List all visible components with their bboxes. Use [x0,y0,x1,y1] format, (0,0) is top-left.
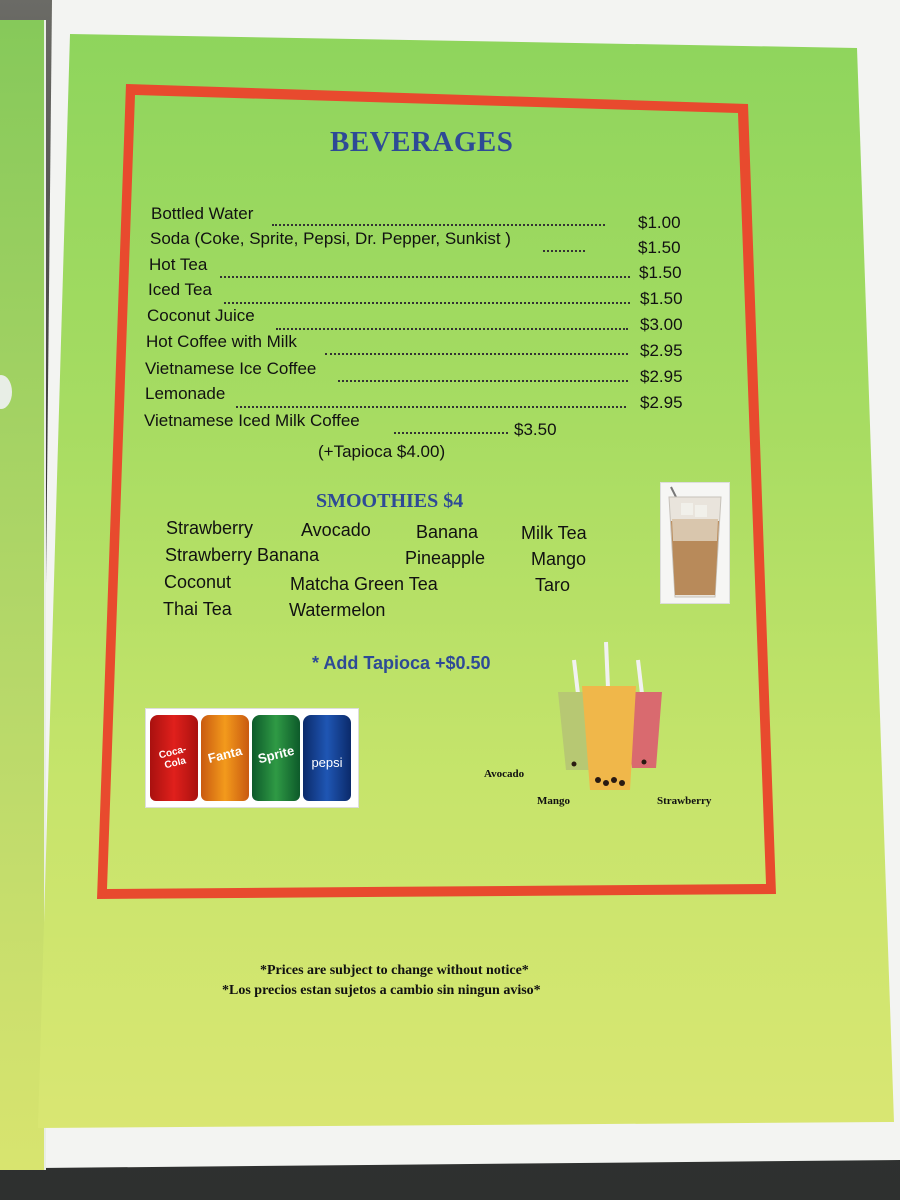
strawberry-caption: Strawberry [657,795,712,807]
leader-dots [272,224,605,226]
beverage-name: Coconut Juice [147,306,255,325]
beverage-price: $2.95 [640,367,683,386]
footer-spanish: *Los precios estan sujetos a cambio sin ningun aviso* [222,983,541,998]
smoothie-flavor: Watermelon [289,600,386,620]
beverage-name: Bottled Water [151,204,254,223]
leader-dots [236,406,626,408]
smoothie-flavor: Pineapple [405,548,486,568]
smoothie-flavor: Banana [416,522,479,542]
sprite-can: Sprite [252,715,300,801]
smoothie-flavor: Coconut [164,572,232,592]
leader-dots [276,328,628,330]
tapioca-note: (+Tapioca $4.00) [318,442,446,461]
beverage-price: $2.95 [640,341,683,360]
smoothie-flavor: Strawberry [166,518,254,538]
smoothie-flavor: Matcha Green Tea [290,574,438,594]
soda-cans-photo [145,708,359,808]
beverage-name: Vietnamese Iced Milk Coffee [144,411,360,430]
beverages-title: BEVERAGES [330,126,514,158]
previous-menu-page [0,20,46,1170]
beverage-price: $2.95 [640,393,683,412]
beverage-name: Lemonade [145,384,226,403]
pepsi-can: pepsi [303,715,351,801]
smoothie-flavor: Mango [531,549,587,569]
beverage-price: $1.50 [639,263,682,282]
avocado-caption: Avocado [484,768,525,780]
mango-caption: Mango [537,795,570,807]
leader-dots [338,380,628,382]
beverage-name: Hot Coffee with Milk [146,332,297,351]
leader-dots [220,276,630,278]
iced-coffee-photo [660,482,730,604]
leader-dots [394,432,508,434]
beverage-name: Iced Tea [148,280,212,299]
smoothie-flavor: Thai Tea [163,599,232,619]
beverage-price: $3.50 [514,420,557,439]
beverage-price: $3.00 [640,315,683,334]
beverage-name: Hot Tea [149,255,208,274]
leader-dots [325,353,628,355]
coke-can: Coca-Cola [150,715,198,801]
smoothie-flavor: Taro [535,575,571,595]
beverage-price: $1.00 [638,213,681,232]
binder-hole [0,375,12,409]
smoothie-flavor: Strawberry Banana [165,545,320,565]
leader-dots [543,250,585,252]
smoothies-title: SMOOTHIES $4 [316,490,464,512]
smoothie-flavor: Milk Tea [521,523,587,543]
leader-dots [224,302,630,304]
add-tapioca-note: * Add Tapioca +$0.50 [312,653,491,673]
fanta-can: Fanta [201,715,249,801]
beverage-price: $1.50 [640,289,683,308]
smoothie-cups-photo [554,640,664,800]
beverage-price: $1.50 [638,238,681,257]
footer-english: *Prices are subject to change without notice* [260,963,529,978]
smoothie-flavor: Avocado [301,520,371,540]
beverage-name: Soda (Coke, Sprite, Pepsi, Dr. Pepper, Sunkist ) [150,229,511,248]
beverage-name: Vietnamese Ice Coffee [145,359,317,378]
